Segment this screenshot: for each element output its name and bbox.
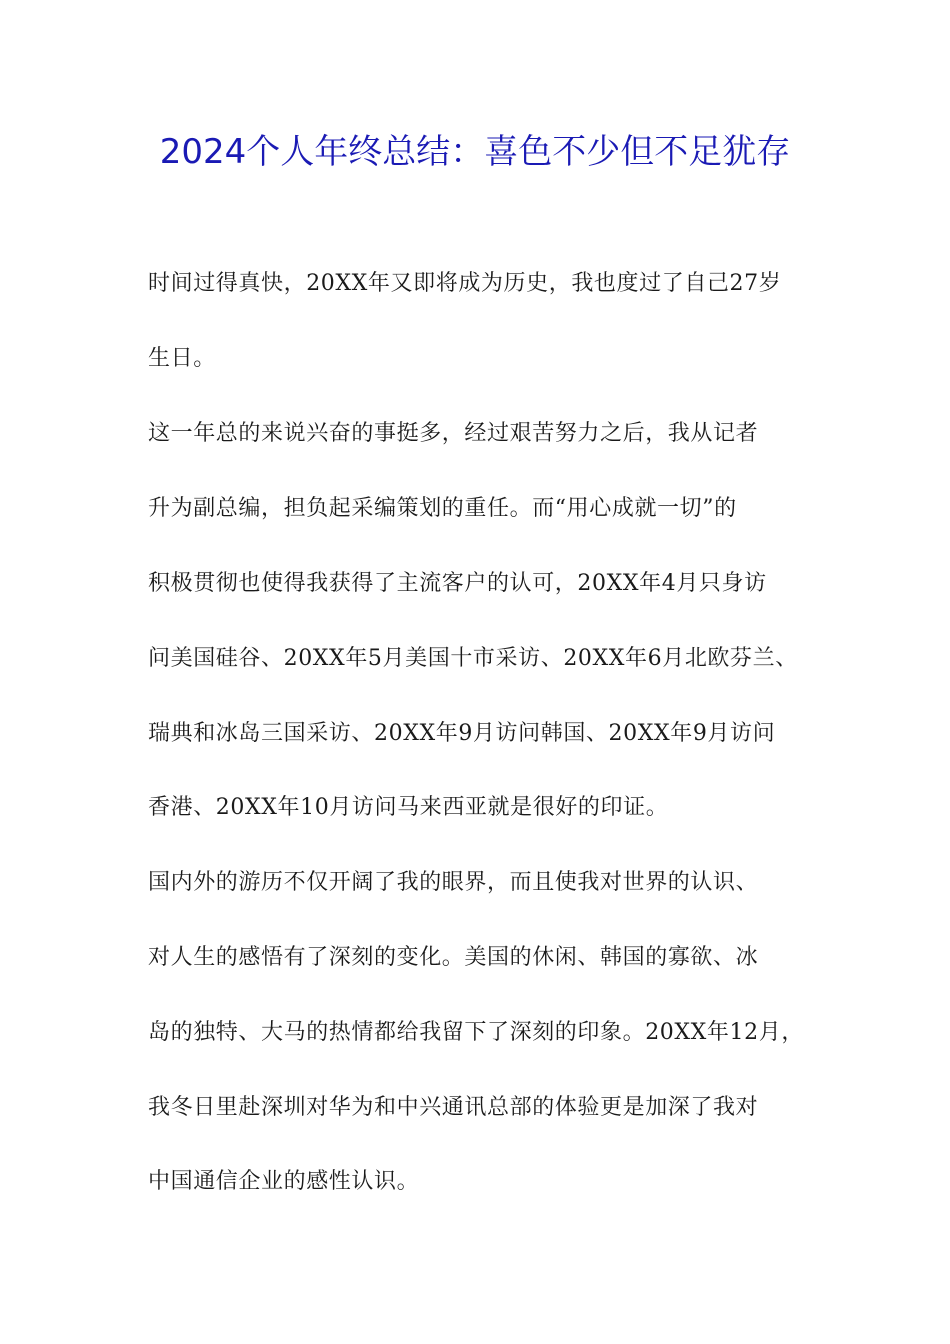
paragraph-line: 瑞典和冰岛三国采访、20XX年9月访问韩国、20XX年9月访问: [148, 721, 776, 746]
paragraph-line: 对人生的感悟有了深刻的变化。美国的休闲、韩国的寡欲、冰: [148, 945, 759, 970]
paragraph-line: 升为副总编，担负起采编策划的重任。而“用心成就一切”的: [148, 496, 737, 521]
paragraph-line: 岛的独特、大马的热情都给我留下了深刻的印象。20XX年12月，: [148, 1020, 804, 1045]
paragraph-line: 香港、20XX年10月访问马来西亚就是很好的印证。: [148, 795, 669, 820]
paragraph-line: 这一年总的来说兴奋的事挺多，经过艰苦努力之后，我从记者: [148, 421, 759, 446]
paragraph-line: 我冬日里赴深圳对华为和中兴通讯总部的体验更是加深了我对: [148, 1095, 759, 1120]
paragraph-line: 积极贯彻也使得我获得了主流客户的认可，20XX年4月只身访: [148, 571, 767, 596]
document-title: 2024个人年终总结：喜色不少但不足犹存: [159, 132, 791, 172]
paragraph-line: 国内外的游历不仅开阔了我的眼界，而且使我对世界的认识、: [148, 870, 759, 895]
paragraph-line: 中国通信企业的感性认识。: [148, 1169, 420, 1194]
paragraph-line: 问美国硅谷、20XX年5月美国十市采访、20XX年6月北欧芬兰、: [148, 646, 798, 671]
paragraph-line: 时间过得真快，20XX年又即将成为历史，我也度过了自己27岁: [148, 271, 782, 296]
paragraph-line: 生日。: [148, 346, 216, 371]
